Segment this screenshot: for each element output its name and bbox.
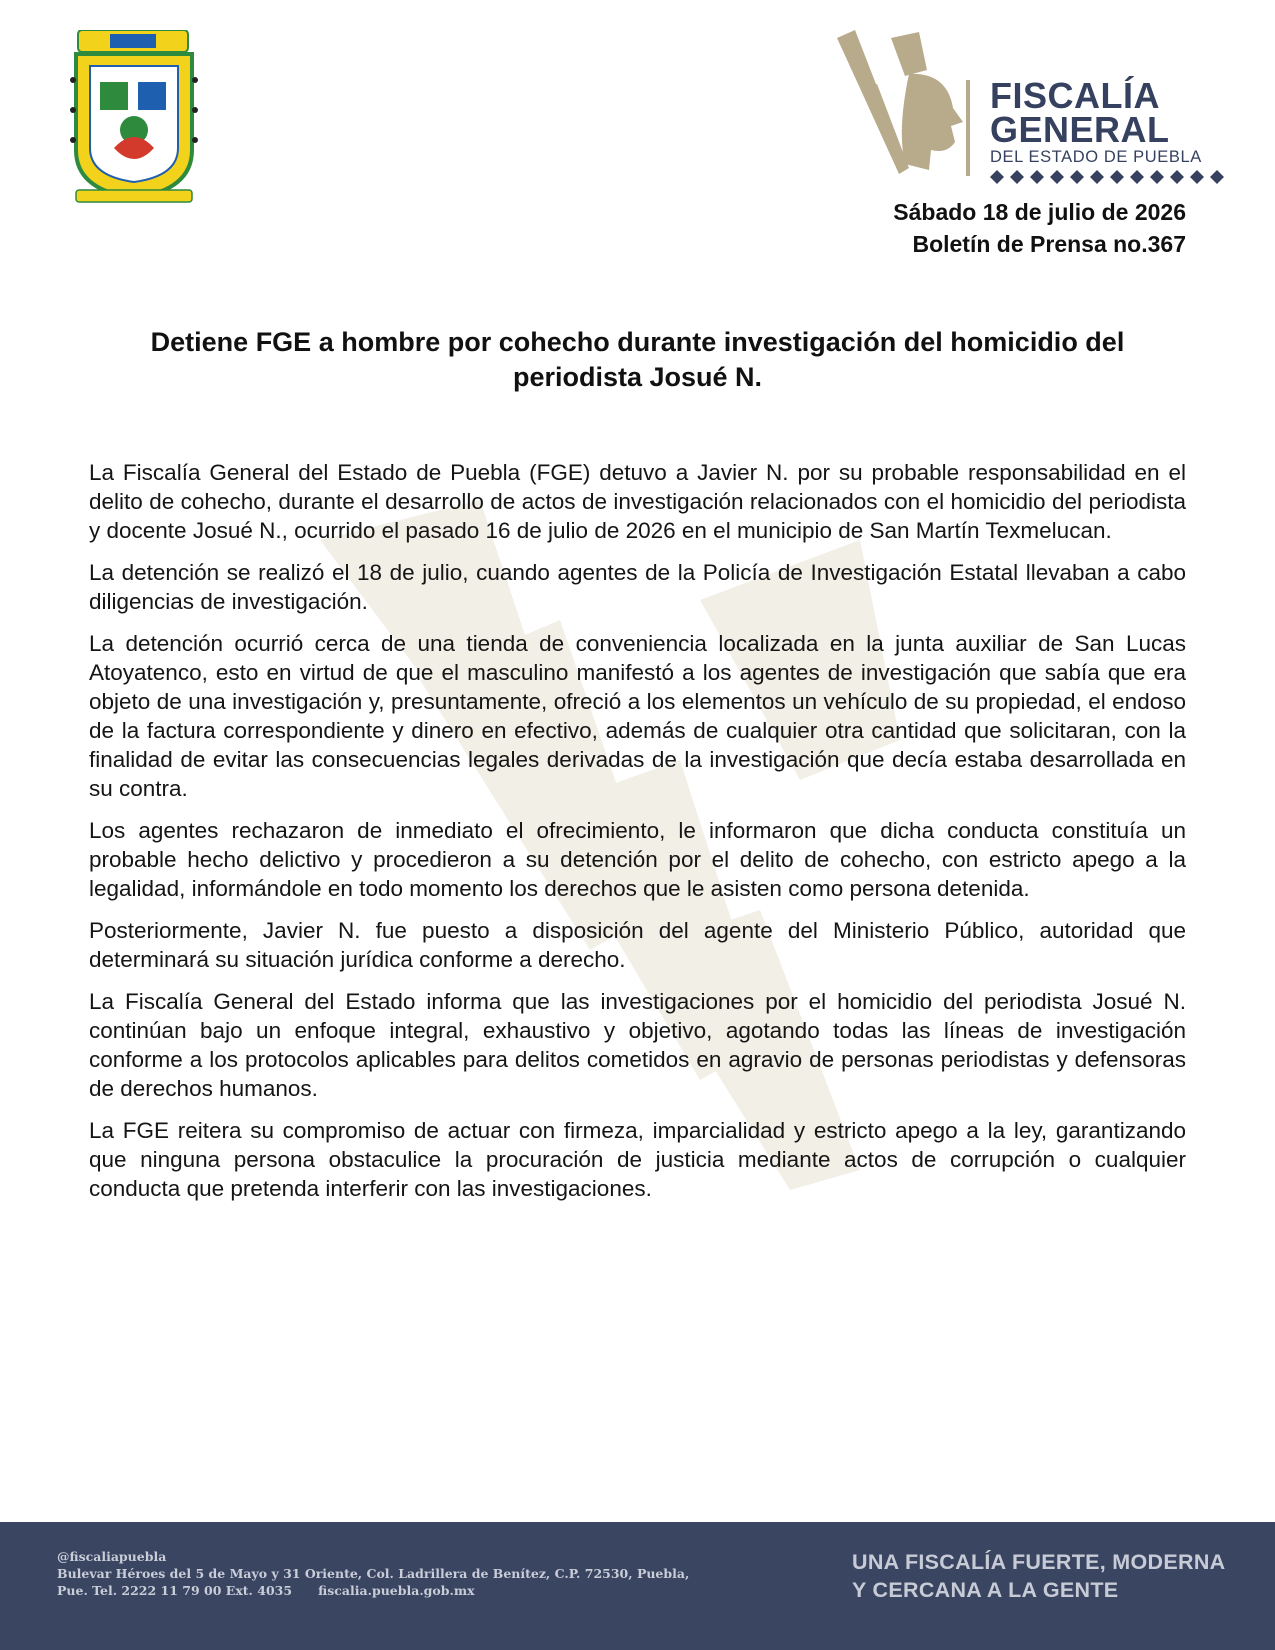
puebla-state-seal xyxy=(70,30,200,206)
fge-logo-line1: FISCALÍA xyxy=(990,75,1160,116)
phone-number: Pue. Tel. 2222 11 79 00 Ext. 4035 xyxy=(57,1583,293,1598)
body-paragraph: Posteriormente, Javier N. fue puesto a disposición del agente del Ministerio Público, autoridad que determinará su situación jurídica conforme a derecho. xyxy=(89,918,1186,972)
press-release-meta xyxy=(893,196,1186,260)
press-release-title xyxy=(80,325,1195,395)
body-paragraph: La Fiscalía General del Estado informa que las investigaciones por el homicidio del periodista Josué N. continúan bajo un enfoque integral, exhaustivo y objetivo, agotando todas las líneas de investigación conforme a los protocolos aplicables para delitos cometidos en agravio de personas periodistas y defensoras de derechos humanos. xyxy=(89,989,1186,1101)
footer-contact-info xyxy=(57,1548,689,1599)
slogan-line-2: Y CERCANA A LA GENTE xyxy=(852,1578,1119,1602)
title-line-1: Detiene FGE a hombre por cohecho durante investigación del homicidio del xyxy=(150,327,1125,357)
office-address: Bulevar Héroes del 5 de Mayo y 31 Oriente, Col. Ladrillera de Benítez, C.P. 72530, Puebla, xyxy=(57,1566,690,1581)
website-link[interactable]: fiscalia.puebla.gob.mx xyxy=(318,1583,475,1598)
title-line-2: periodista Josué N. xyxy=(512,362,763,392)
fge-emblem-icon xyxy=(835,30,970,180)
bulletin-number: Boletín de Prensa no.367 xyxy=(912,231,1186,257)
body-paragraph: La Fiscalía General del Estado de Puebla (FGE) detuvo a Javier N. por su probable responsabilidad en el delito de cohecho, durante el desarrollo de actos de investigación relacionados con el homicidio del periodista y docente Josué N., ocurrido el pasado 16 de julio de 2026 en el municipio de San Martín Texmelucan. xyxy=(89,460,1186,543)
body-paragraph: La detención se realizó el 18 de julio, cuando agentes de la Policía de Investigación Estatal llevaban a cabo diligencias de investigación. xyxy=(89,560,1186,614)
press-release-body xyxy=(89,458,1186,1216)
slogan-line-1: UNA FISCALÍA FUERTE, MODERNA xyxy=(852,1550,1226,1574)
footer-band xyxy=(0,1522,1275,1650)
social-handle[interactable]: @fiscaliapuebla xyxy=(57,1549,167,1564)
fge-decorative-pattern xyxy=(990,170,1230,184)
fge-divider xyxy=(966,80,970,176)
fge-logo xyxy=(835,30,1235,180)
body-paragraph: Los agentes rechazaron de inmediato el ofrecimiento, le informaron que dicha conducta constituía un probable hecho delictivo y procedieron a su detención por el delito de cohecho, con estricto apego a la legalidad, informándole en todo momento los derechos que le asisten como persona detenida. xyxy=(89,818,1186,901)
fge-logo-subtitle: DEL ESTADO DE PUEBLA xyxy=(990,148,1202,166)
body-paragraph: La FGE reitera su compromiso de actuar con firmeza, imparcialidad y estricto apego a la ley, garantizando que ninguna persona obstaculice la procuración de justicia mediante actos de corrupción o cualquier conducta que pretenda interferir con las investigaciones. xyxy=(89,1118,1186,1201)
contact-line xyxy=(57,1582,689,1599)
body-paragraph: La detención ocurrió cerca de una tienda de conveniencia localizada en la junta auxiliar de San Lucas Atoyatenco, esto en virtud de que el masculino manifestó a los agentes de investigación que sabía que era objeto de una investigación y, presuntamente, ofreció a los elementos un vehículo de su propiedad, el endoso de la factura correspondiente y dinero en efectivo, además de cualquier otra cantidad que solicitaran, con la finalidad de evitar las consecuencias legales derivadas de la investigación que decía estaba desarrollada en su contra. xyxy=(89,631,1186,801)
footer-slogan xyxy=(852,1548,1226,1604)
fge-logo-line2: GENERAL xyxy=(990,109,1170,150)
release-date: Sábado 18 de julio de 2026 xyxy=(893,199,1186,225)
